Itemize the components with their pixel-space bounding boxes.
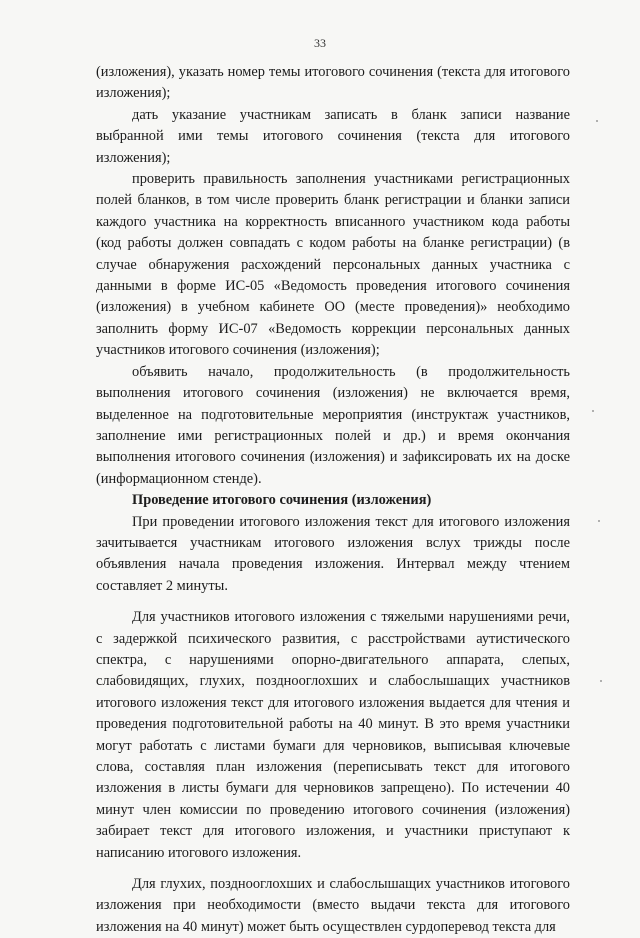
paragraph-reading-aloud: При проведении итогового изложения текст для итогового изложения зачитывается участникам итогового изложения вслух трижды после объявления начала проведения изложения. Интервал между чтением составляет 2 минуты. [96,513,570,594]
paragraph-sign-language: Для глухих, позднооглохших и слабослышащих участников итогового изложения при необходимости (вместо выдачи текста для итогового изложения на 40 минут) может быть осуществлен сурдоперевод текста для [96,876,570,935]
paragraph-continuation: (изложения), указать номер темы итогового сочинения (текста для итогового изложения); [96,64,570,102]
page-number: 33 [314,36,326,50]
paragraph-announce-start: объявить начало, продолжительность (в продолжительность выполнения итогового сочинения (изложения) не включается время, выделенное на подготовительные мероприятия (инструктаж участников, заполнение ими регистрационных полей и др.) и время окончания выполнения итогового сочинения (изложения) и зафиксировать их на доске (информационном стенде). [96,363,570,487]
scan-speck [598,520,600,522]
scan-speck [600,680,602,682]
paragraph-write-topic: дать указание участникам записать в бланк записи название выбранной ими темы итогового сочинения (текста для итогового изложения); [96,106,570,166]
scan-speck [592,410,594,412]
document-body [96,62,570,938]
paragraph-special-needs: Для участников итогового изложения с тяжелыми нарушениями речи, с задержкой психического развития, с расстройствами аутистического спектра, с нарушениями опорно-двигательного аппарата, слепых, слабовидящих, глухих, позднооглохших и слабослышащих участников итогового изложения текст для итогового изложения выдается для чтения и проведения подготовительной работы на 40 минут. В это время участники могут работать с листами бумаги для черновиков, выписывая ключевые слова, составляя план изложения (переписывать текст для итогового изложения в листы бумаги для черновиков запрещено). По истечении 40 минут член комиссии по проведению итогового сочинения (изложения) забирает текст для итогового изложения, и участники приступают к написанию итогового изложения. [96,609,570,861]
paragraph-check-fields: проверить правильность заполнения участниками регистрационных полей бланков, в том числе проверить бланк регистрации и бланки записи каждого участника на корректность вписанного участником кода работы (код работы должен совпадать с кодом работы на бланке регистрации) (в случае обнаружения расхождений персональных данных участника с данными в форме ИС-05 «Ведомость проведения итогового сочинения (изложения) в учебном кабинете ОО (месте проведения)» необходимо заполнить форму ИС-07 «Ведомость коррекции персональных данных участников итогового сочинения (изложения); [96,171,570,359]
scan-speck [596,120,598,122]
section-heading: Проведение итогового сочинения (изложения) [132,492,432,509]
